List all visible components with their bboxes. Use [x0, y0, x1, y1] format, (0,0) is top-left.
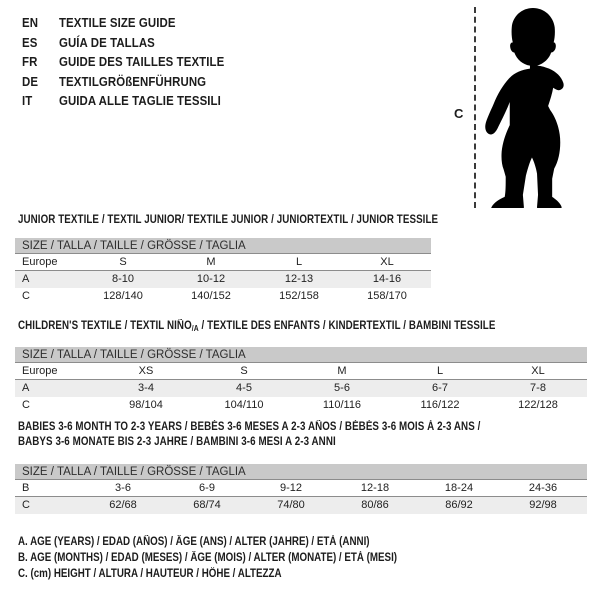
language-title: GUIDE DES TAILLES TEXTILE — [58, 54, 225, 69]
table-cell: 128/140 — [103, 290, 143, 302]
table-cell: 74/80 — [277, 499, 305, 511]
table-cell: 10-12 — [196, 273, 226, 285]
children-title-pre: CHILDREN'S TEXTILE / TEXTIL NIÑO — [18, 320, 192, 332]
row-label: C — [22, 499, 30, 511]
language-row — [22, 33, 224, 53]
children-row-europe — [15, 363, 587, 380]
junior-row-europe — [15, 254, 431, 271]
language-title: GUÍA DE TALLAS — [58, 34, 155, 50]
row-label: C — [22, 290, 30, 302]
language-code: FR — [22, 54, 38, 69]
table-cell: 18-24 — [444, 482, 474, 494]
babies-title-line1: BABIES 3-6 MONTH TO 2-3 YEARS / BEBÉS 3-6 MESES A 2-3 AÑOS / BÉBÉS 3-6 MOIS À 2-3 ANS / — [18, 421, 481, 433]
language-title-list — [22, 13, 252, 111]
table-cell: 24-36 — [528, 482, 558, 494]
children-row-height — [15, 397, 587, 414]
children-size-table — [15, 347, 587, 414]
column-header: XL — [380, 256, 394, 268]
column-header: XS — [138, 365, 154, 377]
table-cell: 92/98 — [529, 499, 557, 511]
table-cell: 104/110 — [224, 399, 264, 411]
babies-row-height — [15, 497, 587, 514]
language-title: TEXTILE SIZE GUIDE — [58, 15, 176, 30]
table-cell: 4-5 — [236, 382, 252, 394]
babies-row-months — [15, 480, 587, 497]
table-cell: 158/170 — [367, 290, 407, 302]
table-cell: 152/158 — [279, 290, 319, 302]
row-label: A — [22, 382, 30, 394]
table-cell: 7-8 — [530, 382, 546, 394]
height-measure-label: C — [454, 106, 464, 121]
table-cell: 3-4 — [138, 382, 154, 394]
row-label: A — [22, 273, 30, 285]
table-cell: 98/104 — [129, 399, 163, 411]
junior-size-table — [15, 238, 431, 305]
children-table-title — [18, 319, 495, 336]
table-cell: 110/116 — [322, 399, 362, 411]
table-cell: 62/68 — [109, 499, 137, 511]
column-header: S — [119, 256, 127, 268]
legend-note-a: A. AGE (YEARS) / EDAD (AÑOS) / ÂGE (ANS) / ALTER (JAHRE) / ETÀ (ANNI) — [18, 536, 370, 548]
children-row-age — [15, 380, 587, 397]
language-code: IT — [22, 93, 33, 108]
table-cell: 8-10 — [111, 273, 135, 285]
junior-row-age — [15, 271, 431, 288]
language-title: GUIDA ALLE TAGLIE TESSILI — [58, 93, 221, 108]
legend-note-c: C. (cm) HEIGHT / ALTURA / HAUTEUR / HÖHE / ALTEZZA — [18, 568, 282, 580]
size-header-bar: SIZE / TALLA / TAILLE / GRÖSSE / TAGLIA — [15, 238, 431, 254]
language-code: DE — [22, 73, 39, 89]
table-cell: 68/74 — [193, 499, 221, 511]
column-header: L — [295, 256, 303, 268]
language-title: TEXTILGRÖßENFÜHRUNG — [58, 73, 207, 89]
row-label: Europe — [22, 365, 58, 377]
column-header: M — [206, 256, 216, 268]
row-label: C — [22, 399, 30, 411]
language-code: ES — [22, 34, 38, 50]
table-cell: 9-12 — [279, 482, 303, 494]
children-title-post: / TEXTILE DES ENFANTS / KINDERTEXTIL / BAMBINI TESSILE — [198, 320, 496, 332]
table-cell: 3-6 — [115, 482, 131, 494]
language-row — [22, 91, 224, 111]
junior-row-height — [15, 288, 431, 305]
height-measure-dashed-line — [474, 7, 476, 208]
table-cell: 14-16 — [372, 273, 402, 285]
language-code: EN — [22, 15, 39, 30]
table-cell: 140/152 — [191, 290, 231, 302]
table-cell: 116/122 — [420, 399, 460, 411]
column-header: S — [240, 365, 248, 377]
size-header-bar: SIZE / TALLA / TAILLE / GRÖSSE / TAGLIA — [15, 464, 587, 480]
table-cell: 12-13 — [284, 273, 314, 285]
column-header: M — [337, 365, 347, 377]
language-row — [22, 52, 224, 72]
row-label: Europe — [22, 256, 58, 268]
legend-notes — [18, 534, 464, 582]
table-cell: 80/86 — [361, 499, 389, 511]
table-cell: 86/92 — [445, 499, 473, 511]
column-header: L — [436, 365, 444, 377]
size-header-bar: SIZE / TALLA / TAILLE / GRÖSSE / TAGLIA — [15, 347, 587, 363]
language-row — [22, 72, 224, 92]
children-title-sub: /A — [191, 324, 199, 333]
babies-table-title — [18, 420, 480, 450]
table-cell: 6-7 — [432, 382, 448, 394]
toddler-silhouette-icon — [484, 6, 586, 208]
table-cell: 122/128 — [518, 399, 558, 411]
table-cell: 5-6 — [334, 382, 350, 394]
row-label: B — [22, 482, 30, 494]
table-cell: 6-9 — [199, 482, 215, 494]
junior-table-title: JUNIOR TEXTILE / TEXTIL JUNIOR/ TEXTILE JUNIOR / JUNIORTEXTIL / JUNIOR TESSILE — [18, 214, 439, 226]
column-header: XL — [531, 365, 545, 377]
babies-title-line2: BABYS 3-6 MONATE BIS 2-3 JAHRE / BAMBINI 3-6 MESI A 2-3 ANNI — [18, 436, 336, 448]
babies-size-table — [15, 464, 587, 514]
legend-note-b: B. AGE (MONTHS) / EDAD (MESES) / ÂGE (MOIS) / ALTER (MONATE) / ETÀ (MESI) — [18, 552, 398, 564]
table-cell: 12-18 — [360, 482, 390, 494]
language-row — [22, 13, 224, 33]
